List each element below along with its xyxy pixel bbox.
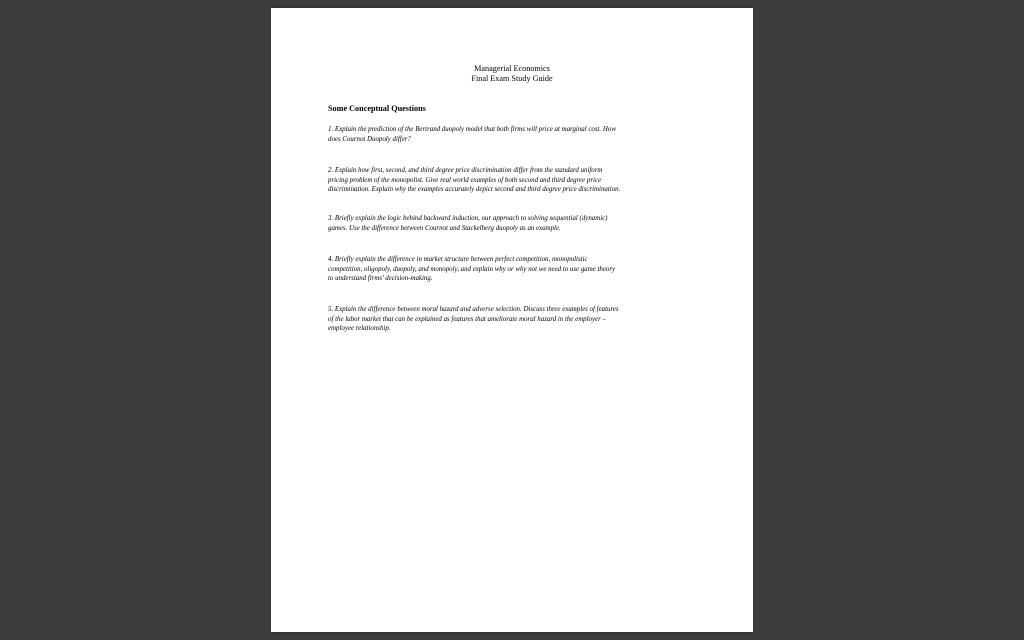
question-line: competition, oligopoly, duopoly, and monopoly, and explain why or why not we need to use game theory	[328, 265, 616, 273]
section-heading: Some Conceptual Questions	[328, 104, 426, 113]
question-line: 3. Briefly explain the logic behind backward induction, our approach to solving sequential (dynamic)	[328, 215, 608, 222]
question-line: 4. Briefly explain the difference in market structure between perfect competition, monopolistic	[328, 256, 588, 263]
question-line: 2. Explain how first, second, and third degree price discrimination differ from the standard uniform	[328, 167, 603, 174]
document-title: Managerial Economics	[474, 64, 550, 73]
question-3	[328, 214, 700, 233]
question-line: games. Use the difference between Cournot and Stackelberg duopoly as an example.	[328, 224, 561, 232]
question-4	[328, 255, 700, 284]
question-5	[328, 305, 700, 334]
question-line: 5. Explain the difference between moral hazard and adverse selection. Discuss three examples of features	[328, 306, 619, 313]
question-2	[328, 166, 700, 195]
document-header	[271, 64, 753, 84]
question-1	[328, 125, 700, 144]
question-line: employee relationship.	[328, 325, 391, 333]
question-line: discrimination. Explain why the examples accurately depict second and third degree price discrimination.	[328, 186, 621, 194]
document-page	[271, 8, 753, 632]
question-line: does Cournot Duopoly differ?	[328, 135, 411, 143]
question-line: 1. Explain the prediction of the Bertrand duopoly model that both firms will price at marginal cost. How	[328, 126, 616, 133]
question-line: of the labor market that can be explained as features that ameliorate moral hazard in the employer –	[328, 315, 606, 323]
question-line: pricing problem of the monopolist. Give real world examples of both second and third degree price	[328, 176, 602, 184]
question-line: to understand firms’ decision-making.	[328, 275, 433, 283]
document-subtitle: Final Exam Study Guide	[471, 74, 553, 83]
